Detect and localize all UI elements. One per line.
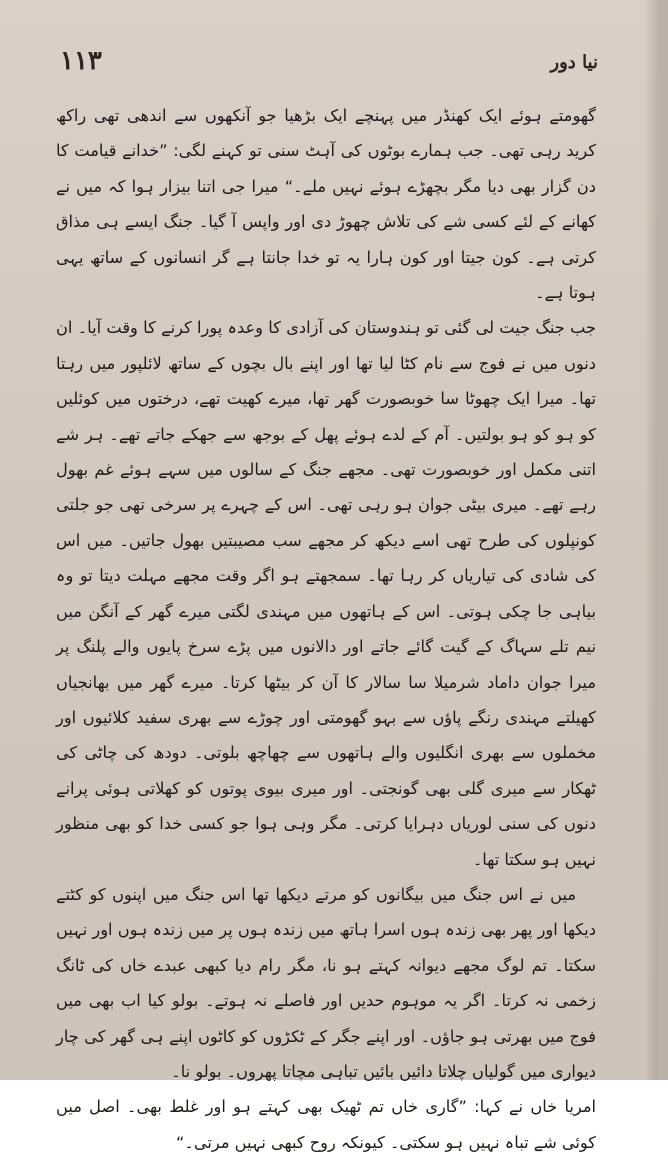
page-number: ۱۱۳	[60, 46, 102, 76]
paragraph: گھومتے ہوئے ایک کھنڈر میں پہنچے ایک بڑھیا جو آنکھوں سے اندھی تھی راکھ کرید رہی تھی۔ جب ہمارے بوٹوں کی آہٹ سنی تو کہنے لگی: ”خدانے قیامت کا دن گزار بھی دیا مگر بچھڑے ہوئے نہیں ملے۔“ میرا جی اتنا بیزار ہوا کہ میں نے کھانے کے لئے کسی شے کی تلاش چھوڑ دی اور واپس آ گیا۔ جنگ ایسے ہی مذاق کرتی ہے۔ کون جیتا اور کون ہارا یہ تو خدا جانتا ہے گر انسانوں کے ساتھ یہی ہوتا ہے۔	[56, 106, 596, 303]
paragraph: جب جنگ جیت لی گئی تو ہندوستان کی آزادی کا وعدہ پورا کرنے کا وقت آیا۔ ان دنوں میں نے فوج سے نام کٹا لیا تھا اور اپنے بال بچوں کے ساتھ لائلپور میں رہتا تھا۔ میرا ایک چھوٹا سا خوبصورت گھر تھا، میرے کھیت تھے، درختوں میں کوئلیں کو ہو کو ہو بولتیں۔ آم کے لدے ہوئے پھل کے بوجھ سے جھکے جاتے تھے۔ ہر شے اتنی مکمل اور خوبصورت تھی۔ مجھے جنگ کے سالوں میں سہے ہوئے غم بھول رہے تھے۔ میری بیٹی جوان ہو رہی تھی۔ اس کے چہرے پر سرخی تھی جو جلتی کونپلوں کی طرح تھی اسے دیکھ کر مجھے سب مصیبتیں بھول جاتیں۔ میں اس کی شادی کی تیاریاں کر رہا تھا۔ سمجھتے ہو اگر وقت مجھے مہلت دیتا تو وہ بیاہی جا چکی ہوتی۔ اس کے ہاتھوں میں مہندی لگتی میرے گھر کے آنگن میں نیم تلے سہاگ کے گیت گائے جاتے اور دالانوں میں پڑے سرخ پایوں والے پلنگ پر میرا جوان داماد شرمیلا سا سالار کا آن کر بیٹھا کرتا۔ میرے گھر میں بھانجیاں کھیلتے مہندی رنگے پاؤں سے بہو گھومتی اور چوڑے سے بھری سفید کلائیوں اور مخملوں سے بھری انگلیوں والے ہاتھوں سے چھاچھ بلوتی۔ دودھ کی چاٹی کی ٹھکار سے میری گلی بھی گونجتی۔ اور میری بیوی پوتوں کو کھلاتی ہوئی پرانے دنوں کی سنی لوریاں دہرایا کرتی۔ مگر وہی ہوا جو کسی خدا کو بھی منظور نہیں ہو سکتا تھا۔	[56, 318, 596, 869]
body-text	[56, 98, 596, 1160]
paragraph: امریا خاں نے کہا: ”گاری خاں تم ٹھیک بھی کہتے ہو اور غلط بھی۔ اصل میں کوئی شے تباہ نہیں ہو سکتی۔ کیونکہ روح کبھی نہیں مرتی۔“	[56, 1097, 596, 1152]
paragraph: میں نے اس جنگ میں بیگانوں کو مرتے دیکھا تھا اس جنگ میں اپنوں کو کٹتے دیکھا اور پھر بھی زندہ ہوں اسرا ہاتھ میں زندہ ہوں پر میں زندہ ہوں اور نہیں سکتا۔ تم لوگ مجھے دیوانہ کہتے ہو نا، مگر رام دیا کبھی عبدے خاں کی ٹانگ زخمی نہ کرتا۔ اگر یہ موہوم حدیں اور فاصلے نہ ہوتے۔ بولو کیا اب بھی میں فوج میں بھرتی ہو جاؤں۔ اور اپنے جگر کے ٹکڑوں کو کاٹوں اپنے ہی گھر کی چار دیواری میں گولیاں چلاتا دائیں بائیں تباہی مچاتا پھروں۔ بولو نا۔	[56, 884, 596, 1081]
page-header	[60, 46, 598, 86]
running-title: نیا دور	[550, 52, 598, 73]
